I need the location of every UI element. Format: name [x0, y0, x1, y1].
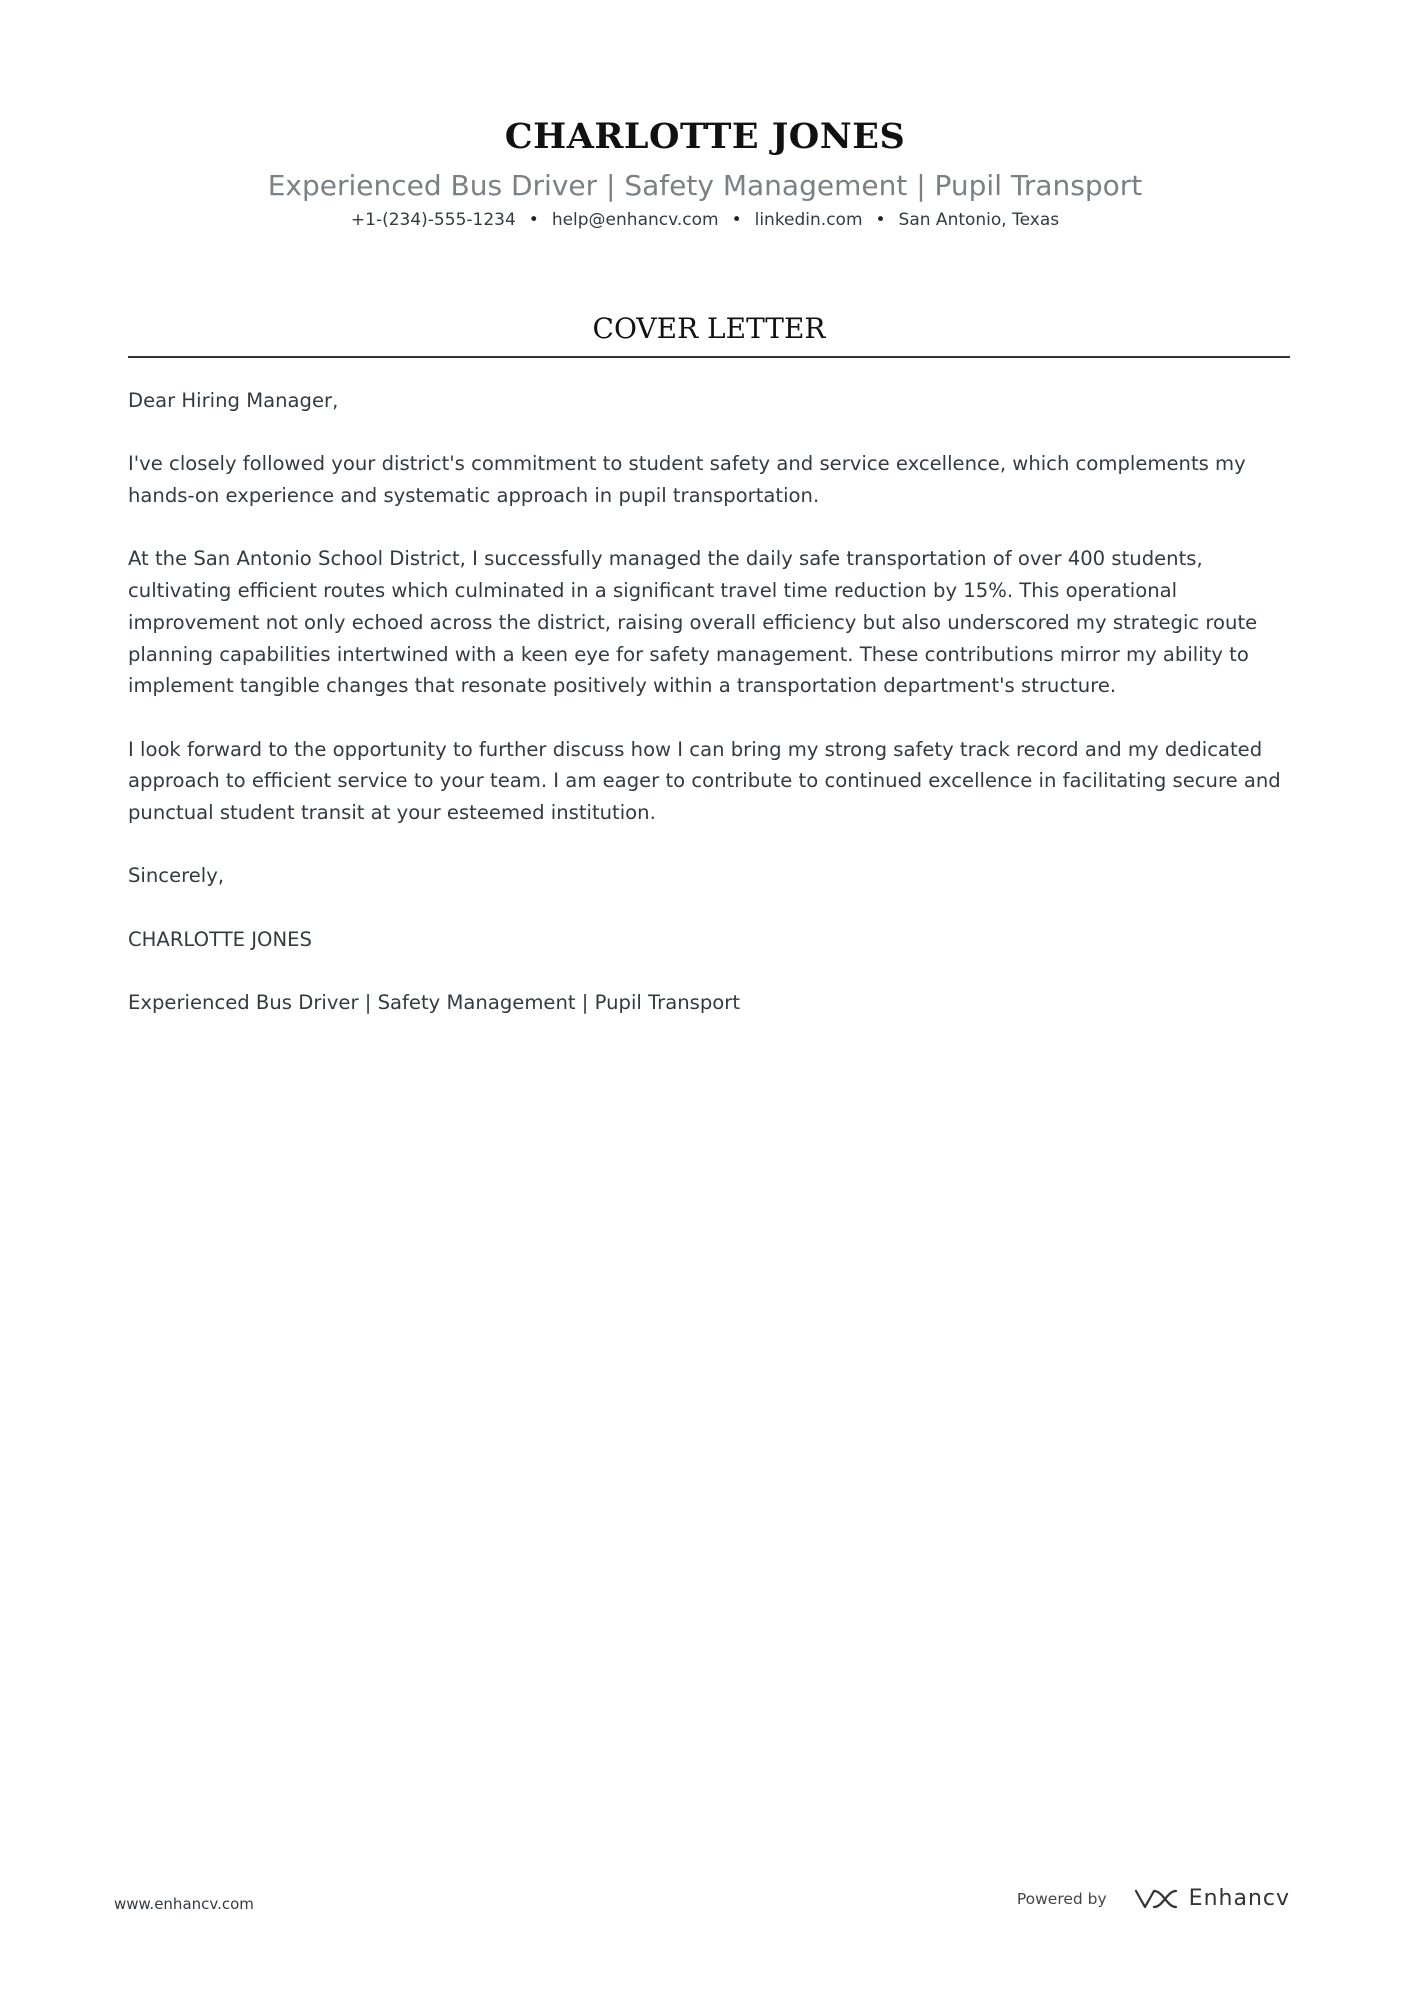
brand-name: Enhancv — [1188, 1886, 1290, 1911]
powered-by-branding[interactable] — [1017, 1886, 1290, 1911]
letter-paragraph: I look forward to the opportunity to further discuss how I can bring my strong safety track record and my dedicated approach to efficient service to your team. I am eager to contribute to continued excellence in facilitating secure and punctual student transit at your esteemed institution. — [128, 737, 1281, 825]
email-link[interactable]: help@enhancv.com — [551, 210, 719, 230]
letter-paragraph: I've closely followed your district's commitment to student safety and service excellence, which complements my hands-on experience and systematic approach in pupil transportation. — [128, 452, 1246, 508]
powered-by-label: Powered by — [1016, 1889, 1107, 1908]
bullet-separator: • — [731, 210, 742, 230]
resume-header — [0, 112, 1410, 233]
linkedin-link[interactable]: linkedin.com — [754, 210, 863, 230]
candidate-name: CHARLOTTE JONES — [504, 116, 906, 157]
bullet-separator: • — [528, 210, 539, 230]
candidate-headline: Experienced Bus Driver | Safety Management | Pupil Transport — [267, 169, 1143, 202]
contact-line — [0, 207, 1410, 233]
signature-name: CHARLOTTE JONES — [128, 927, 312, 951]
closing: Sincerely, — [128, 864, 225, 888]
letter-body — [128, 385, 1290, 1051]
website-link[interactable]: www.enhancv.com — [114, 1895, 254, 1913]
section-divider — [128, 356, 1290, 358]
location: San Antonio, Texas — [898, 210, 1060, 230]
signature-title: Experienced Bus Driver | Safety Management | Pupil Transport — [128, 991, 740, 1015]
letter-paragraph: At the San Antonio School District, I successfully managed the daily safe transportation of over 400 students, cultivating efficient routes which culminated in a significant travel time reduction by 15%. This operational improvement not only echoed across the district, raising overall efficiency but also underscored my strategic route planning capabilities intertwined with a keen eye for safety management. These contributions mirror my ability to implement tangible changes that resonate positively within a transportation department's structure. — [128, 547, 1258, 698]
salutation: Dear Hiring Manager, — [128, 389, 339, 412]
enhancv-logo-icon — [1133, 1887, 1179, 1911]
phone-number[interactable]: +1-(234)-555-1234 — [350, 210, 516, 230]
bullet-separator: • — [875, 210, 886, 230]
section-title: COVER LETTER — [592, 312, 826, 345]
